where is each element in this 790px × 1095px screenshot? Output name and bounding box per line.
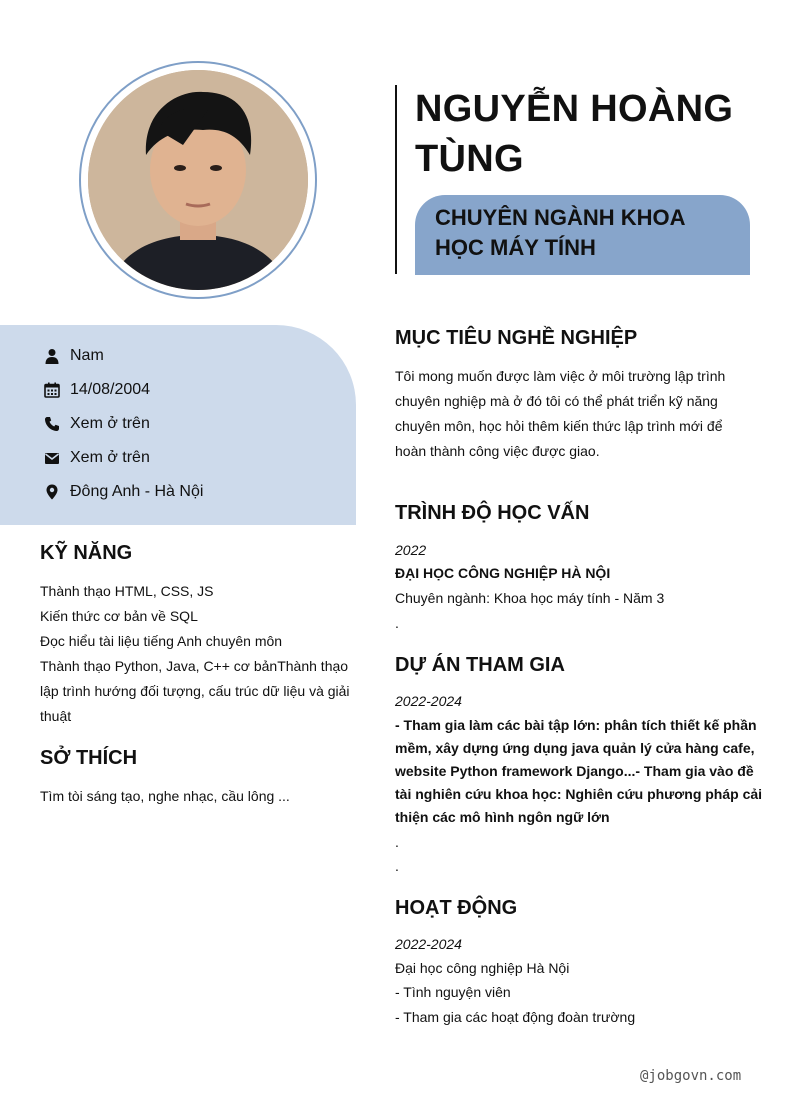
education-title: TRÌNH ĐỘ HỌC VẤN	[395, 502, 590, 524]
footer-brand: @jobgovn.com	[640, 1068, 742, 1084]
contact-phone	[44, 412, 150, 436]
name-line-1: NGUYỄN HOÀNG	[415, 88, 734, 130]
avatar-portrait	[88, 70, 308, 290]
title-line-1: CHUYÊN NGÀNH KHOA	[435, 205, 686, 230]
skills-list	[40, 579, 360, 729]
contact-email	[44, 446, 150, 470]
avatar	[88, 70, 308, 290]
skill-item: Thành thạo Python, Java, C++ cơ bảnThành thạo	[40, 658, 349, 674]
gender-text: Nam	[70, 347, 104, 364]
education-year: 2022	[395, 542, 427, 558]
activity-item: - Tình nguyện viên	[395, 984, 511, 1000]
hobbies-title: SỞ THÍCH	[40, 747, 138, 769]
project-line: mềm, xây dựng ứng dụng java quản lý cửa hàng cafe,	[395, 740, 755, 756]
email-text: Xem ở trên	[70, 449, 150, 466]
projects-title: DỰ ÁN THAM GIA	[395, 654, 565, 676]
contact-gender	[44, 344, 104, 368]
education-dot: .	[395, 615, 399, 631]
education-major: Chuyên ngành: Khoa học máy tính - Năm 3	[395, 590, 665, 606]
person-icon	[44, 348, 60, 364]
activities-period: 2022-2024	[395, 936, 462, 952]
title-line-2: HỌC MÁY TÍNH	[435, 235, 596, 260]
hobbies-text: Tìm tòi sáng tạo, nghe nhạc, cầu lông ...	[40, 788, 290, 804]
skill-item: Đọc hiểu tài liệu tiếng Anh chuyên môn	[40, 633, 283, 649]
education-school: ĐẠI HỌC CÔNG NGHIỆP HÀ NỘI	[395, 565, 611, 581]
objective-text	[395, 364, 755, 464]
objective-line: hoàn thành công việc được giao.	[395, 443, 600, 459]
activities-org: Đại học công nghiệp Hà Nội	[395, 960, 570, 976]
contact-dob	[44, 378, 150, 402]
location-pin-icon	[44, 484, 60, 500]
name-line-2: TÙNG	[415, 138, 524, 180]
skill-item: lập trình hướng đối tượng, cấu trúc dữ liệu và giải	[40, 683, 350, 699]
address-text: Đông Anh - Hà Nội	[70, 483, 204, 500]
skill-item: Thành thạo HTML, CSS, JS	[40, 583, 214, 599]
header-divider	[395, 85, 397, 274]
projects-dot-2: .	[395, 858, 399, 874]
dob-text: 14/08/2004	[70, 381, 151, 398]
project-line: website Python framework Django...- Tham gia vào đề	[395, 763, 754, 779]
calendar-icon	[44, 382, 60, 398]
project-line: - Tham gia làm các bài tập lớn: phân tích thiết kế phần	[395, 717, 757, 733]
envelope-icon	[44, 450, 60, 466]
objective-line: chuyên môn, học hỏi thêm kiến thức lập trình mới để	[395, 418, 723, 434]
activity-item: - Tham gia các hoạt động đoàn trường	[395, 1009, 636, 1025]
objective-title: MỤC TIÊU NGHỀ NGHIỆP	[395, 327, 638, 349]
projects-period: 2022-2024	[395, 693, 462, 709]
objective-line: Tôi mong muốn được làm việc ở môi trường lập trình	[395, 368, 726, 384]
skill-item: Kiến thức cơ bản về SQL	[40, 608, 198, 624]
full-name	[415, 84, 755, 184]
objective-line: chuyên nghiệp mà ở đó tôi có thể phát triển kỹ năng	[395, 393, 718, 409]
projects-description	[395, 714, 763, 829]
projects-dot-1: .	[395, 834, 399, 850]
project-line: thiện các mô hình ngôn ngữ lớn	[395, 809, 610, 825]
phone-text: Xem ở trên	[70, 415, 150, 432]
phone-icon	[44, 416, 60, 432]
contact-address	[44, 480, 203, 504]
activities-title: HOẠT ĐỘNG	[395, 897, 518, 919]
job-title	[435, 203, 735, 263]
skill-item: thuật	[40, 708, 72, 724]
skills-title: KỸ NĂNG	[40, 542, 133, 564]
project-line: tài nghiên cứu khoa học: Nghiên cứu phương pháp cải	[395, 786, 763, 802]
